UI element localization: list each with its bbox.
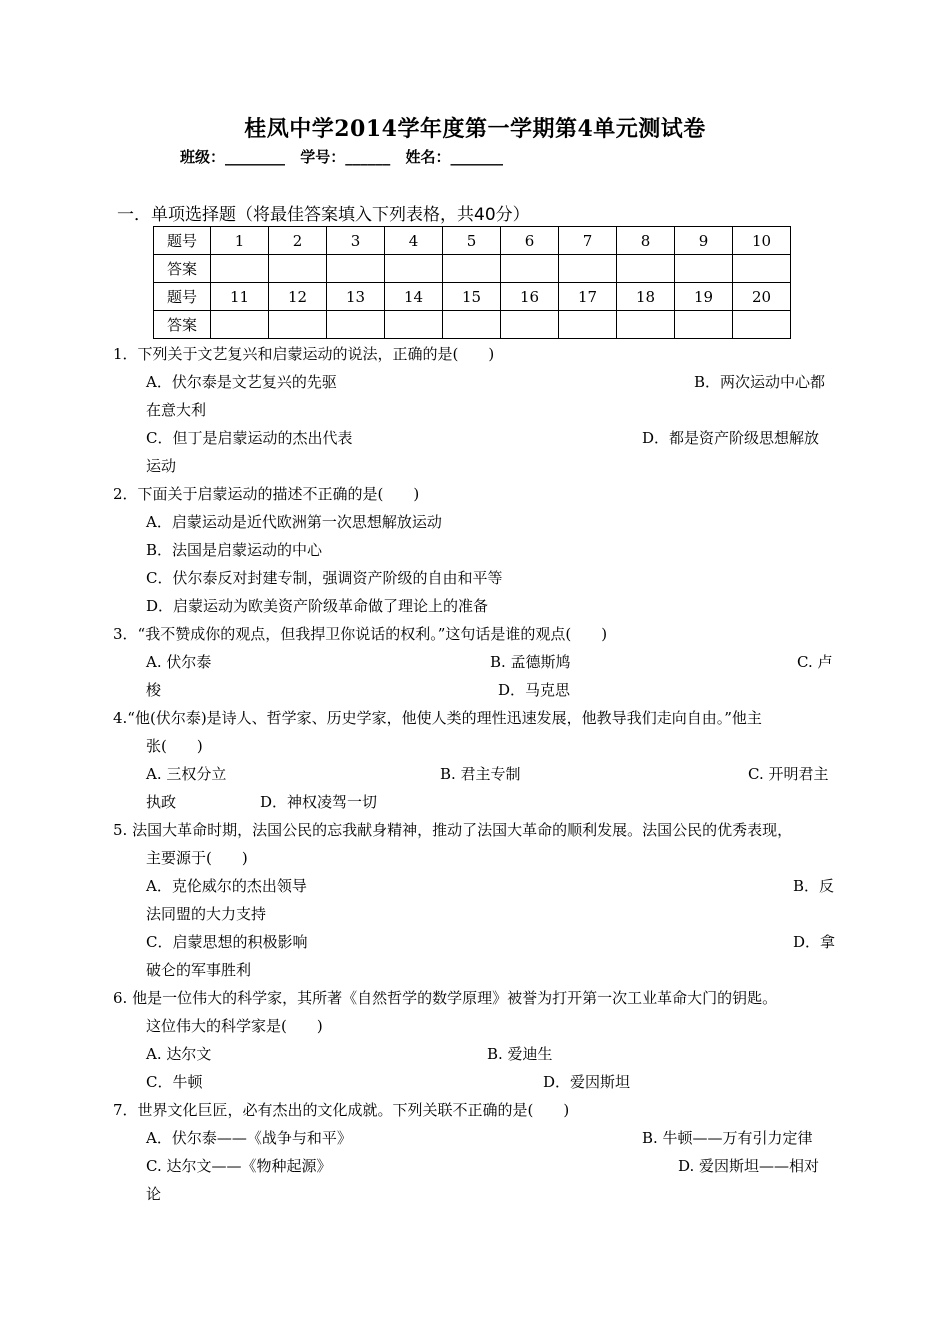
question-2-option-d: D．启蒙运动为欧美资产阶级革命做了理论上的准备	[146, 597, 489, 615]
question-5-option-b: B．反	[793, 877, 835, 895]
question-1-option-d-cont: 运动	[146, 457, 177, 475]
question-number-cell: 18	[617, 283, 675, 311]
question-3-option-c-cont: 梭	[146, 681, 162, 699]
question-6-stem-cont: 这位伟大的科学家是( )	[146, 1017, 323, 1035]
question-3-option-b: B. 孟德斯鸠	[490, 653, 571, 671]
question-number-cell: 11	[211, 283, 269, 311]
row-label-answer: 答案	[154, 255, 211, 283]
question-4-option-c-cont: 执政	[146, 793, 177, 811]
question-number-cell: 16	[501, 283, 559, 311]
question-3-stem: 3．“我不赞成你的观点，但我捍卫你说话的权利。”这句话是谁的观点( )	[113, 625, 608, 643]
question-1-option-b-cont: 在意大利	[146, 401, 207, 419]
question-3-option-d: D．马克思	[498, 681, 571, 699]
question-6-option-b: B. 爱迪生	[487, 1045, 553, 1063]
question-1-option-d: D．都是资产阶级思想解放	[642, 429, 820, 447]
question-6-stem: 6. 他是一位伟大的科学家，其所著《自然哲学的数学原理》被誉为打开第一次工业革命大门的钥匙。	[113, 989, 778, 1007]
answer-cell[interactable]	[559, 255, 617, 283]
question-number-cell: 10	[733, 227, 791, 255]
question-7-option-b: B. 牛顿——万有引力定律	[642, 1129, 813, 1147]
student-info-line	[180, 146, 513, 167]
question-number-cell: 2	[269, 227, 327, 255]
table-row	[154, 227, 791, 255]
page-title: 桂凤中学2014学年度第一学期第4单元测试卷	[244, 116, 706, 142]
answer-cell[interactable]	[211, 255, 269, 283]
question-number-cell: 14	[385, 283, 443, 311]
question-number-cell: 9	[675, 227, 733, 255]
question-5-option-b-cont: 法同盟的大力支持	[146, 905, 267, 923]
question-6-option-d: D．爱因斯坦	[543, 1073, 631, 1091]
student-name-label: 姓名：_______	[405, 148, 504, 166]
question-number-cell: 5	[443, 227, 501, 255]
question-6-option-c: C．牛顿	[146, 1073, 203, 1091]
question-4-option-b: B. 君主专制	[440, 765, 521, 783]
question-3-option-c: C. 卢	[797, 653, 833, 671]
answer-cell[interactable]	[733, 255, 791, 283]
question-number-cell: 6	[501, 227, 559, 255]
answer-cell[interactable]	[327, 255, 385, 283]
answer-cell[interactable]	[501, 255, 559, 283]
question-4-stem: 4.“他(伏尔泰)是诗人、哲学家、历史学家，他使人类的理性迅速发展，他教导我们走向自由。”他主	[113, 709, 762, 727]
question-2-option-a: A．启蒙运动是近代欧洲第一次思想解放运动	[146, 513, 442, 531]
question-7-option-d-cont: 论	[146, 1185, 162, 1203]
question-number-cell: 12	[269, 283, 327, 311]
table-row	[154, 255, 791, 283]
answer-cell[interactable]	[675, 255, 733, 283]
answer-cell[interactable]	[443, 255, 501, 283]
question-number-cell: 15	[443, 283, 501, 311]
question-1-option-a: A．伏尔泰是文艺复兴的先驱	[146, 373, 337, 391]
row-label-number: 题号	[154, 283, 211, 311]
question-number-cell: 20	[733, 283, 791, 311]
question-number-cell: 13	[327, 283, 385, 311]
section-heading: 一．单项选择题（将最佳答案填入下列表格，共40分）	[117, 205, 530, 225]
question-number-cell: 3	[327, 227, 385, 255]
question-4-stem-cont: 张( )	[146, 737, 203, 755]
question-5-option-d-cont: 破仑的军事胜利	[146, 961, 252, 979]
question-3-option-a: A. 伏尔泰	[146, 653, 212, 671]
answer-cell[interactable]	[385, 255, 443, 283]
question-7-option-c: C. 达尔文——《物种起源》	[146, 1157, 332, 1175]
question-2-stem: 2．下面关于启蒙运动的描述不正确的是( )	[113, 485, 420, 503]
answer-cell[interactable]	[617, 311, 675, 339]
answer-cell[interactable]	[269, 311, 327, 339]
question-number-cell: 8	[617, 227, 675, 255]
question-4-option-d: D．神权凌驾一切	[260, 793, 378, 811]
question-7-stem: 7．世界文化巨匠，必有杰出的文化成就。下列关联不正确的是( )	[113, 1101, 570, 1119]
question-number-cell: 1	[211, 227, 269, 255]
answer-cell[interactable]	[211, 311, 269, 339]
question-1-stem: 1．下列关于文艺复兴和启蒙运动的说法，正确的是( )	[113, 345, 495, 363]
answer-cell[interactable]	[617, 255, 675, 283]
answer-cell[interactable]	[675, 311, 733, 339]
answer-table	[153, 226, 791, 339]
question-6-option-a: A. 达尔文	[146, 1045, 212, 1063]
question-2-option-c: C．伏尔泰反对封建专制，强调资产阶级的自由和平等	[146, 569, 503, 587]
question-7-option-a: A．伏尔泰——《战争与和平》	[146, 1129, 352, 1147]
question-1-option-b: B．两次运动中心都	[694, 373, 826, 391]
answer-cell[interactable]	[443, 311, 501, 339]
answer-cell[interactable]	[269, 255, 327, 283]
question-number-cell: 4	[385, 227, 443, 255]
answer-cell[interactable]	[327, 311, 385, 339]
table-row	[154, 311, 791, 339]
question-5-stem: 5. 法国大革命时期，法国公民的忘我献身精神，推动了法国大革命的顺利发展。法国公民的优秀表现，	[113, 821, 793, 839]
question-4-option-a: A. 三权分立	[146, 765, 227, 783]
question-number-cell: 7	[559, 227, 617, 255]
question-5-option-a: A．克伦威尔的杰出领导	[146, 877, 307, 895]
table-row	[154, 283, 791, 311]
answer-cell[interactable]	[559, 311, 617, 339]
question-1-option-c: C．但丁是启蒙运动的杰出代表	[146, 429, 353, 447]
question-4-option-c: C. 开明君主	[748, 765, 829, 783]
question-2-option-b: B．法国是启蒙运动的中心	[146, 541, 323, 559]
question-number-cell: 19	[675, 283, 733, 311]
question-5-option-d: D．拿	[793, 933, 836, 951]
answer-cell[interactable]	[501, 311, 559, 339]
row-label-answer: 答案	[154, 311, 211, 339]
student-id-label: 学号：______	[300, 148, 391, 166]
question-5-stem-cont: 主要源于( )	[146, 849, 248, 867]
question-7-option-d: D. 爱因斯坦——相对	[678, 1157, 820, 1175]
class-label: 班级：________	[180, 148, 286, 166]
answer-cell[interactable]	[733, 311, 791, 339]
answer-cell[interactable]	[385, 311, 443, 339]
row-label-number: 题号	[154, 227, 211, 255]
question-number-cell: 17	[559, 283, 617, 311]
question-5-option-c: C．启蒙思想的积极影响	[146, 933, 308, 951]
